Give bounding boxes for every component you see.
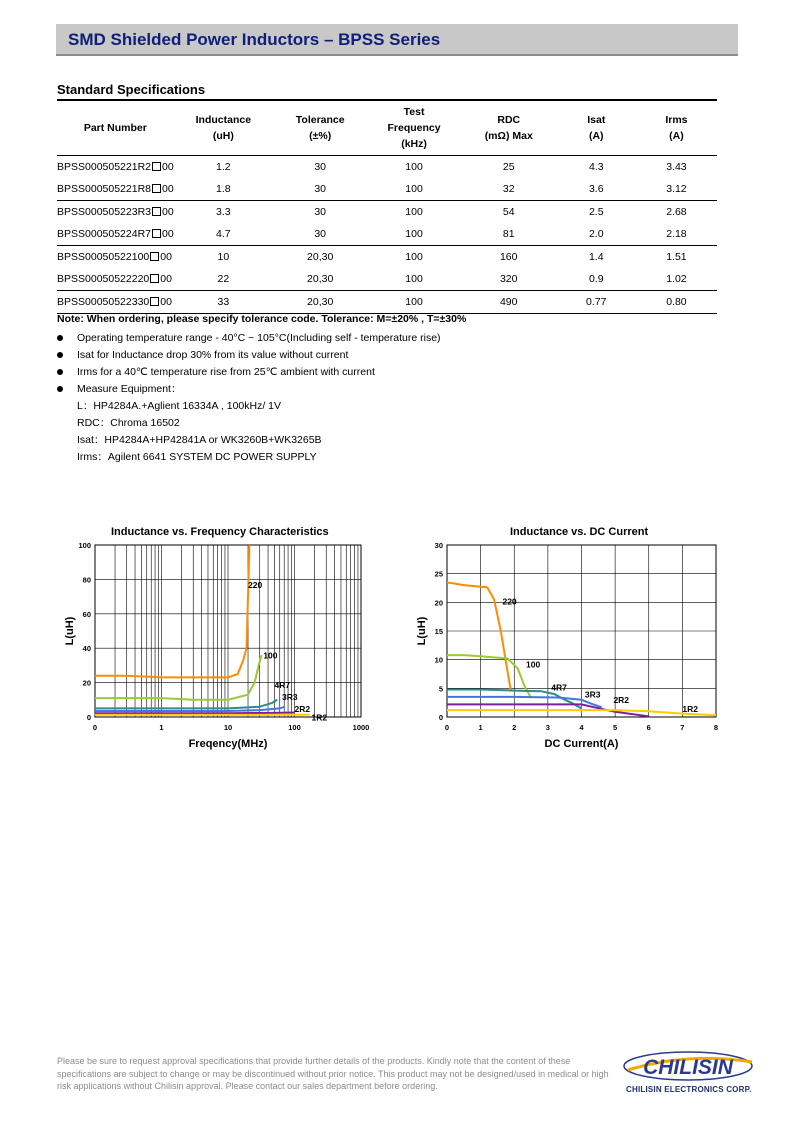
- x-tick-label: 6: [646, 723, 651, 732]
- x-tick-label: 100: [288, 723, 301, 732]
- x-tick-label: 4: [579, 723, 584, 732]
- test-frequency-cell: 100: [405, 160, 423, 173]
- equipment-item: RDC：Chroma 16502: [77, 417, 180, 429]
- equipment-list: [57, 398, 466, 466]
- series-label-220: 220: [502, 596, 517, 607]
- table-body: [57, 155, 717, 313]
- part-number-cell: [57, 245, 174, 268]
- series-label-220: 220: [248, 580, 263, 590]
- x-tick-label: 1000: [352, 723, 370, 732]
- bullet-dot-icon: [57, 386, 63, 392]
- column-header: [557, 101, 636, 155]
- part-number-suffix: 00: [162, 182, 174, 195]
- ordering-note: Note: When ordering, please specify tolerance code. Tolerance: M=±20% , T=±30%: [57, 313, 467, 325]
- table-row: [57, 290, 717, 313]
- tolerance-cell: 20,30: [307, 295, 334, 308]
- part-number-cell: [57, 178, 174, 201]
- inductance-cell: 33: [217, 295, 230, 308]
- irms-cell: 2.68: [666, 205, 687, 218]
- x-tick-label: 1: [159, 723, 164, 732]
- part-number-cell: [57, 290, 174, 313]
- grid: [447, 545, 716, 717]
- part-number-suffix: 00: [160, 250, 172, 263]
- column-header-line: (mΩ) Max: [484, 129, 533, 142]
- inductance-cell: 1.2: [216, 160, 231, 173]
- x-tick-label: 1: [478, 723, 483, 732]
- title-bar: [56, 24, 738, 56]
- x-tick-label: 10: [223, 723, 233, 732]
- x-tick-label: 3: [545, 723, 550, 732]
- part-number-prefix: BPSS00050522100: [57, 250, 150, 263]
- column-header-line: Tolerance: [295, 113, 345, 126]
- column-header-line: Test: [403, 105, 425, 118]
- x-tick-label: 2: [512, 723, 517, 732]
- bullet-dot-icon: [57, 369, 63, 375]
- series-label-2R2: 2R2: [294, 703, 311, 714]
- isat-cell: 0.77: [586, 295, 607, 308]
- rdc-cell: 160: [499, 250, 518, 263]
- isat-cell: 1.4: [588, 250, 604, 263]
- irms-cell: 2.18: [666, 227, 687, 240]
- series-label-4R7: 4R7: [551, 682, 567, 693]
- column-header: [461, 101, 557, 155]
- note-bullet-item: [57, 381, 466, 398]
- y-tick-label: 10: [434, 655, 443, 665]
- column-header-line: (A): [669, 129, 684, 142]
- bullet-dot-icon: [57, 352, 63, 358]
- note-bullet-text: Irms for a 40℃ temperature rise from 25℃ ambient with current: [77, 366, 375, 378]
- grid: [95, 545, 361, 717]
- rdc-cell: 25: [502, 160, 515, 173]
- inductance-cell: 4.7: [216, 227, 231, 240]
- tolerance-code-box: [150, 297, 159, 306]
- part-number-prefix: BPSS000505221R8: [57, 182, 151, 195]
- column-header-line: Isat: [587, 113, 606, 126]
- x-tick-label: 7: [680, 723, 685, 732]
- series-label-1R2: 1R2: [682, 703, 698, 714]
- rdc-cell: 54: [502, 205, 515, 218]
- irms-cell: 1.02: [666, 272, 687, 285]
- table-row: [57, 268, 717, 291]
- isat-cell: 2.5: [588, 205, 604, 218]
- y-tick-label: 20: [82, 678, 91, 688]
- part-number-suffix: 00: [160, 272, 172, 285]
- inductance-cell: 22: [217, 272, 230, 285]
- tolerance-code-box: [152, 229, 161, 238]
- series-label-3R3: 3R3: [282, 691, 298, 702]
- tolerance-code-box: [150, 252, 159, 261]
- rdc-cell: 490: [499, 295, 518, 308]
- y-tick-label: 60: [82, 609, 91, 619]
- table-row: [57, 223, 717, 246]
- part-number-prefix: BPSS000505224R7: [57, 227, 151, 240]
- y-tick-label: 5: [438, 684, 443, 694]
- page-title: SMD Shielded Power Inductors – BPSS Series: [68, 30, 441, 49]
- section-title: Standard Specifications: [57, 82, 206, 97]
- equipment-item: Irms：Agilent 6641 SYSTEM DC POWER SUPPLY: [77, 451, 317, 463]
- table-row: [57, 200, 717, 223]
- table-row: [57, 155, 717, 178]
- series-label-100: 100: [263, 650, 278, 661]
- column-header: [367, 101, 460, 155]
- test-frequency-cell: 100: [405, 227, 423, 240]
- y-tick-label: 100: [78, 541, 91, 550]
- dc-chart-title: Inductance vs. DC Current: [510, 526, 649, 538]
- part-number-cell: [57, 268, 174, 291]
- table-row: [57, 245, 717, 268]
- column-header: [636, 101, 717, 155]
- rdc-cell: 32: [502, 182, 515, 195]
- note-bullet-text: Operating temperature range - 40°C ~ 105°C(Including self - temperature rise): [77, 332, 441, 344]
- isat-cell: 0.9: [588, 272, 604, 285]
- series-line-220: [447, 582, 511, 691]
- test-frequency-cell: 100: [405, 250, 423, 263]
- x-axis-label: Freqency(MHz): [188, 738, 268, 750]
- y-tick-label: 80: [82, 575, 91, 585]
- tolerance-cell: 30: [314, 205, 327, 218]
- column-header: [57, 101, 174, 155]
- rdc-cell: 320: [499, 272, 518, 285]
- note-bullet-text: Isat for Inductance drop 30% from its value without current: [77, 349, 349, 361]
- tolerance-code-box: [152, 162, 161, 171]
- part-number-suffix: 00: [162, 205, 174, 218]
- note-bullet-item: [57, 364, 466, 381]
- isat-cell: 3.6: [588, 182, 604, 195]
- series-label-3R3: 3R3: [584, 689, 601, 700]
- irms-cell: 0.80: [666, 295, 687, 308]
- column-header-line: Frequency: [387, 121, 441, 134]
- part-number-cell: [57, 200, 174, 223]
- inductance-vs-frequency-chart: [50, 540, 380, 755]
- series-line-2R2: [95, 713, 295, 714]
- spec-table: [57, 101, 717, 314]
- x-tick-label: 8: [713, 723, 719, 732]
- part-number-prefix: BPSS00050522330: [57, 295, 150, 308]
- series-line-220: [95, 545, 249, 677]
- part-number-prefix: BPSS000505223R3: [57, 205, 151, 218]
- note-bullet-text: Measure Equipment：: [77, 383, 182, 395]
- footer-disclaimer: Please be sure to request approval specifications that provide further details of the products. Kindly note that the content of these specifications are subject to change or may be discontinued without prior notice. This product may not be designed/used in medical or high risk applications without Chilisin approval. Please contact our sales department before ordering.: [57, 1056, 609, 1091]
- column-header-line: Part Number: [83, 121, 147, 134]
- series-label-2R2: 2R2: [613, 695, 630, 706]
- series-label-100: 100: [526, 659, 541, 670]
- column-header-line: (kHz): [401, 137, 427, 150]
- column-header-line: RDC: [497, 113, 521, 126]
- spec-table-container: [57, 99, 717, 314]
- irms-cell: 3.12: [666, 182, 687, 195]
- freq-chart-title: Inductance vs. Frequency Characteristics: [111, 526, 329, 538]
- x-tick-label: 0: [92, 723, 98, 732]
- x-axis-label: DC Current(A): [544, 738, 619, 750]
- y-tick-label: 25: [434, 569, 443, 579]
- isat-cell: 4.3: [588, 160, 604, 173]
- column-header-line: Inductance: [195, 113, 252, 126]
- part-number-cell: [57, 155, 174, 178]
- column-header-line: (A): [588, 129, 604, 142]
- tolerance-code-box: [150, 274, 159, 283]
- table-row: [57, 178, 717, 201]
- rdc-cell: 81: [502, 227, 515, 240]
- y-axis-label: L(uH): [64, 616, 76, 646]
- y-axis-label: L(uH): [416, 616, 428, 646]
- tolerance-cell: 30: [314, 227, 327, 240]
- bullet-dot-icon: [57, 335, 63, 341]
- notes-section: [57, 313, 466, 466]
- tolerance-code-box: [152, 207, 161, 216]
- series-label-1R2: 1R2: [311, 712, 328, 723]
- part-number-cell: [57, 223, 174, 246]
- y-tick-label: 0: [438, 713, 443, 722]
- table-header-row: [57, 101, 717, 155]
- inductance-cell: 3.3: [216, 205, 231, 218]
- test-frequency-cell: 100: [405, 182, 423, 195]
- note-bullet-item: [57, 330, 466, 347]
- part-number-suffix: 00: [160, 295, 172, 308]
- part-number-suffix: 00: [162, 227, 174, 240]
- y-tick-label: 30: [434, 541, 443, 550]
- column-header-line: Irms: [665, 113, 688, 126]
- inductance-cell: 1.8: [216, 182, 231, 195]
- inductance-cell: 10: [217, 250, 230, 263]
- note-bullet-item: [57, 347, 466, 364]
- irms-cell: 3.43: [666, 160, 687, 173]
- equipment-item: L：HP4284A.+Aglient 16334A , 100kHz/ 1V: [77, 400, 282, 412]
- tolerance-code-box: [152, 184, 161, 193]
- column-header-line: (±%): [309, 129, 332, 142]
- column-header: [273, 101, 367, 155]
- inductance-vs-dc-current-chart: [405, 540, 735, 755]
- tolerance-cell: 20,30: [307, 250, 334, 263]
- tolerance-cell: 30: [314, 160, 327, 173]
- part-number-suffix: 00: [162, 160, 174, 173]
- test-frequency-cell: 100: [405, 205, 423, 218]
- series-label-4R7: 4R7: [274, 679, 291, 690]
- irms-cell: 1.51: [666, 250, 687, 263]
- x-tick-label: 0: [444, 723, 450, 732]
- column-header: [174, 101, 273, 155]
- y-tick-label: 15: [434, 627, 443, 636]
- y-tick-label: 0: [86, 713, 91, 722]
- x-tick-label: 5: [613, 723, 618, 732]
- bullet-list: [57, 330, 466, 398]
- test-frequency-cell: 100: [405, 272, 423, 285]
- tolerance-cell: 20,30: [307, 272, 334, 285]
- test-frequency-cell: 100: [405, 295, 423, 308]
- y-tick-label: 20: [434, 598, 443, 608]
- series-line-4R7: [95, 700, 277, 709]
- column-header-line: (uH): [212, 129, 234, 142]
- equipment-item: Isat：HP4284A+HP42841A or WK3260B+WK3265B: [77, 434, 322, 446]
- svg-text:CHILISIN: CHILISIN: [643, 1056, 733, 1079]
- tolerance-cell: 30: [314, 182, 327, 195]
- part-number-prefix: BPSS000505221R2: [57, 160, 151, 173]
- part-number-prefix: BPSS00050522220: [57, 272, 150, 285]
- company-name: CHILISIN ELECTRONICS CORP.: [626, 1085, 752, 1094]
- y-tick-label: 40: [82, 644, 91, 654]
- isat-cell: 2.0: [588, 227, 604, 240]
